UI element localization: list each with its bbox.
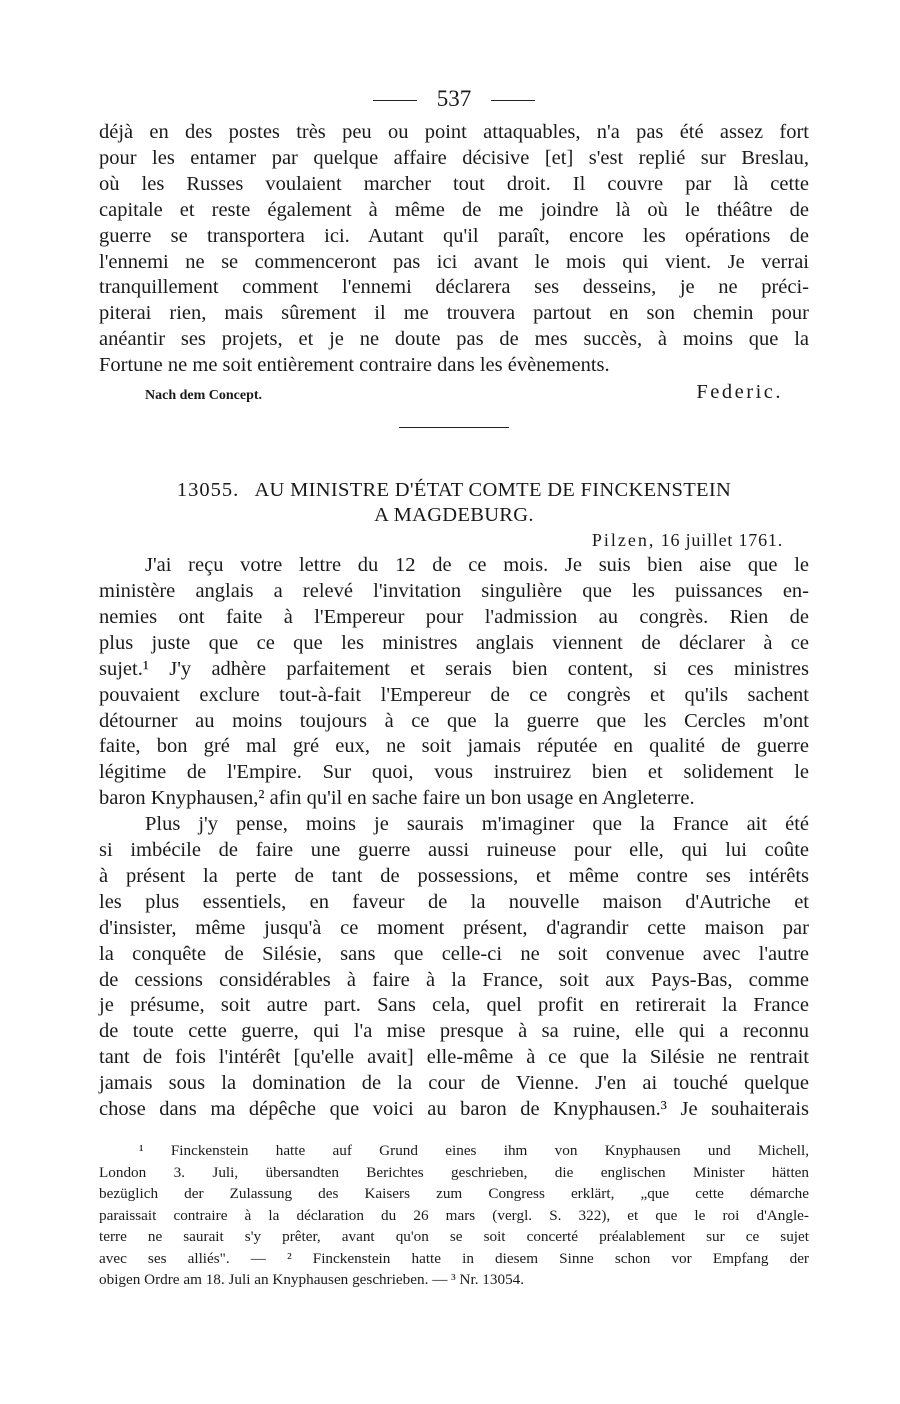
text-line: pour les entamer par quelque affaire décisive [et] s'est replié sur Breslau, [99, 146, 809, 169]
text-line: tant de fois l'intérêt [qu'elle avait] elle-même à ce que la Silésie ne rentrait [99, 1046, 809, 1069]
source-note: Nach dem Concept. [145, 388, 263, 404]
footnote-line: paraissait contraire à la déclaration du 26 mars (vergl. S. 322), et que le roi d'Angle- [99, 1206, 809, 1224]
addressee-line-2: A MAGDEBURG. [374, 504, 534, 527]
text-line: si imbécile de faire une guerre aussi ruineuse pour elle, qui lui coûte [99, 839, 809, 862]
text-line: anéantir ses projets, et je ne doute pas de mes succès, à moins que la [99, 328, 809, 351]
closing-row [99, 379, 809, 409]
text-line: ministère anglais a relevé l'invitation singulière que les puissances en- [99, 579, 809, 602]
previous-letter-ending [99, 120, 809, 379]
addressee-line-1: AU MINISTRE D'ÉTAT COMTE DE FINCKENSTEIN [254, 479, 732, 502]
text-line: déjà en des postes très peu ou point attaquables, n'a pas été assez fort [99, 121, 809, 143]
book-page [99, 84, 809, 1291]
text-line: les plus essentiels, en faveur de la nouvelle maison d'Autriche et [99, 890, 809, 913]
text-line: légitime de l'Empire. Sur quoi, vous instruirez bien et solidement le [99, 761, 809, 784]
text-line: d'insister, même jusqu'à ce moment présent, d'agrandir cette maison par [99, 916, 809, 939]
footnote-line: bezüglich der Zulassung des Kaisers zum Congress erklärt, „que cette démarche [99, 1185, 809, 1202]
text-line: sujet.¹ J'y adhère parfaitement et serais bien content, si ces ministres [99, 657, 809, 680]
footnotes [99, 1140, 809, 1291]
text-line: J'ai reçu votre lettre du 12 de ce mois. Je suis bien aise que le [145, 554, 809, 577]
text-line: où les Russes voulaient marcher tout droit. Il couvre par là cette [99, 172, 809, 195]
text-line: faite, bon gré mal gré eux, ne soit jamais réputée en qualité de guerre [99, 735, 809, 758]
text-line: détourner au moins toujours à ce que la guerre que les Cercles m'ont [99, 709, 809, 732]
text-line: de toute cette guerre, qui l'a mise presque à sa ruine, elle qui a reconnu [99, 1020, 809, 1043]
text-line: tranquillement comment l'ennemi déclarera ses desseins, je ne préci- [99, 276, 809, 299]
text-line: chose dans ma dépêche que voici au baron de Knyphausen.³ Je souhaiterais [99, 1098, 809, 1121]
text-line: Fortune ne me soit entièrement contraire dans les évènements. [99, 354, 610, 377]
letter-paragraph-1 [99, 553, 809, 812]
text-line: piterai rien, mais sûrement il me trouvera partout en son chemin pour [99, 302, 809, 325]
letter-paragraph-2 [99, 812, 809, 1123]
signature: Federic. [696, 381, 783, 404]
dateline-place: Pilzen, [591, 530, 656, 551]
text-line: plus juste que ce que les ministres anglais viennent de déclarer à ce [99, 631, 809, 654]
footnote-line: terre ne saurait s'y prêter, avant qu'on se soit concerté préalablement sur ce sujet [99, 1228, 809, 1245]
text-line: baron Knyphausen,² afin qu'il en sache faire un bon usage en Angleterre. [99, 787, 695, 810]
section-divider [399, 427, 509, 428]
header-rule-right [491, 100, 535, 101]
text-line: capitale et reste également à même de me joindre là où le théâtre de [99, 198, 809, 221]
text-line: je présume, soit autre part. Sans cela, quel profit en retirerait la France [99, 994, 809, 1017]
letter-heading [99, 478, 809, 528]
letter-number: 13055. [176, 479, 240, 502]
page-header [99, 84, 809, 114]
text-line: Plus j'y pense, moins je saurais m'imaginer que la France ait été [145, 813, 809, 836]
text-line: jamais sous la domination de la cour de Vienne. J'en ai touché quelque [99, 1072, 809, 1095]
dateline [99, 530, 783, 551]
footnote-line: ¹ Finckenstein hatte auf Grund eines ihm von Knyphausen und Michell, [139, 1142, 809, 1159]
dateline-date: 16 juillet 1761. [660, 530, 783, 551]
text-line: pouvaient exclure tout-à-fait l'Empereur de ce congrès et qu'ils sachent [99, 683, 809, 706]
text-line: de cessions considérables à faire à la France, soit aux Pays-Bas, comme [99, 968, 809, 991]
text-line: à présent la perte de tant de possessions, et même contre ses intérêts [99, 864, 809, 887]
page-number: 537 [436, 86, 472, 111]
text-line: guerre se transportera ici. Autant qu'il paraît, encore les opérations de [99, 224, 809, 247]
header-rule-left [373, 100, 417, 101]
footnote-line: London 3. Juli, übersandten Berichtes geschrieben, die englischen Minister hätten [99, 1163, 809, 1181]
text-line: nemies ont faite à l'Empereur pour l'admission au congrès. Rien de [99, 605, 809, 628]
text-line: l'ennemi ne se commenceront pas ici avant le mois qui vient. Je verrai [99, 250, 809, 273]
text-line: la conquête de Silésie, sans que celle-ci ne soit convenue avec l'autre [99, 942, 809, 965]
footnote-line: avec ses alliés". — ² Finckenstein hatte in diesem Sinne schon vor Empfang der [99, 1249, 809, 1267]
footnote-line: obigen Ordre am 18. Juli an Knyphausen geschrieben. — ³ Nr. 13054. [99, 1271, 525, 1288]
